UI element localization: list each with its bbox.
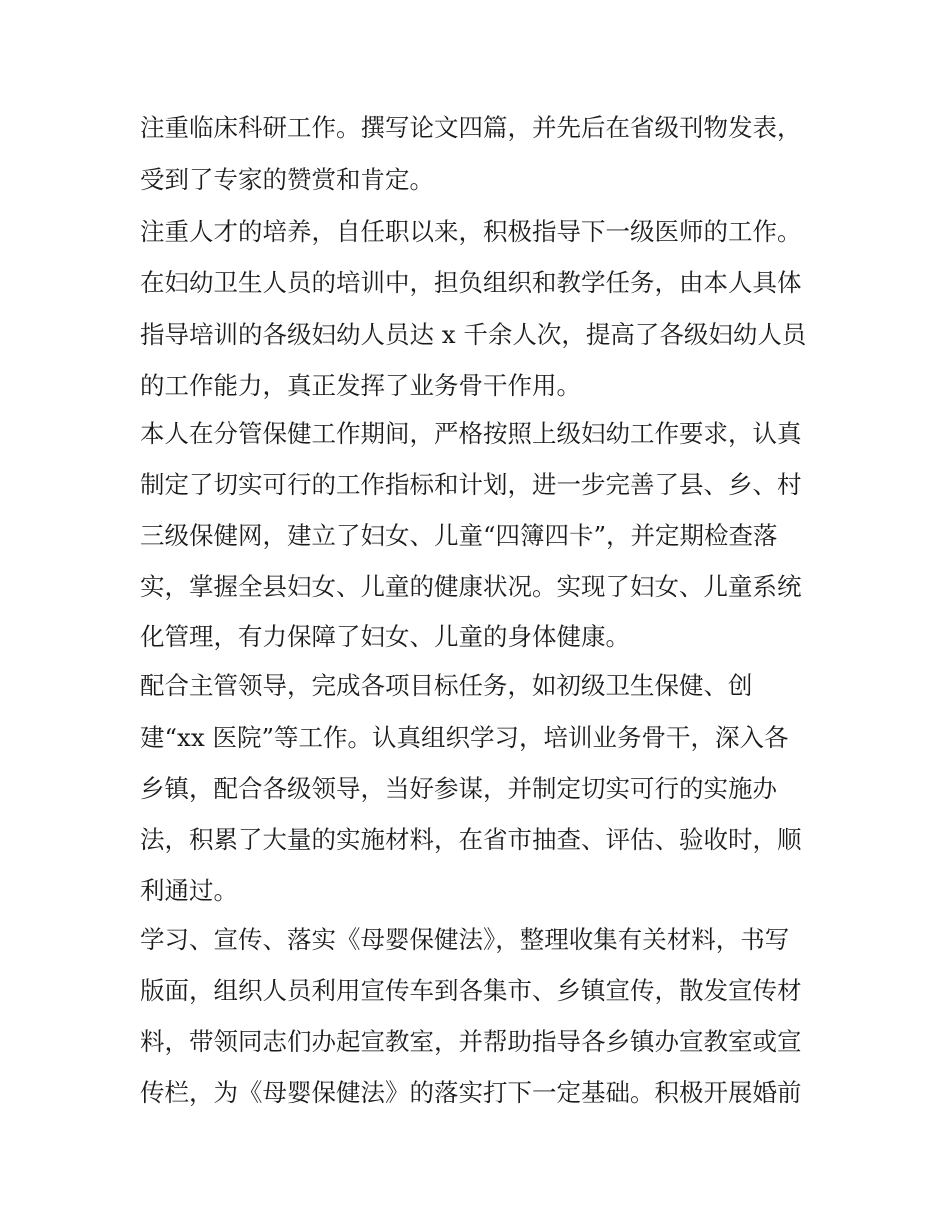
text-line: 的工作能力，真正发挥了业务骨干作用。	[140, 371, 581, 400]
text-line: 本人在分管保健工作期间，严格按照上级妇幼工作要求，认真	[140, 419, 802, 448]
text-line: 学习、宣传、落实《母婴保健法》，整理收集有关材料，书写	[140, 925, 790, 954]
text-line: 传栏，为《母婴保健法》的落实打下一定基础。积极开展婚前	[140, 1078, 802, 1107]
text-line: 料，带领同志们办起宣教室，并帮助指导各乡镇办宣教室或宣	[140, 1027, 802, 1056]
text-line: 注重人才的培养，自任职以来，积极指导下一级医师的工作。	[140, 217, 802, 246]
text-line: 配合主管领导，完成各项目标任务，如初级卫生保健、创	[140, 671, 753, 700]
text-line: 在妇幼卫生人员的培训中，担负组织和教学任务，由本人具体	[140, 268, 802, 297]
text-line: 乡镇，配合各级领导，当好参谋，并制定切实可行的实施办	[140, 774, 777, 803]
text-line: 指导培训的各级妇幼人员达 x 千余人次，提高了各级妇幼人员	[140, 320, 807, 349]
text-line: 化管理，有力保障了妇女、儿童的身体健康。	[140, 622, 630, 651]
text-line: 制定了切实可行的工作指标和计划，进一步完善了县、乡、村	[140, 470, 802, 499]
text-line: 版面，组织人员利用宣传车到各集市、乡镇宣传，散发宣传材	[140, 976, 802, 1005]
text-line: 注重临床科研工作。撰写论文四篇，并先后在省级刊物发表，	[140, 113, 802, 142]
text-line: 法，积累了大量的实施材料，在省市抽查、评估、验收时，顺	[140, 825, 802, 854]
text-line: 三级保健网，建立了妇女、儿童“四簿四卡”，并定期检查落	[140, 521, 778, 550]
text-line: 利通过。	[140, 876, 238, 905]
text-line: 受到了专家的赞赏和肯定。	[140, 165, 434, 194]
text-line: 建“xx 医院”等工作。认真组织学习，培训业务骨干，深入各	[140, 723, 789, 752]
text-line: 实，掌握全县妇女、儿童的健康状况。实现了妇女、儿童系统	[140, 572, 802, 601]
